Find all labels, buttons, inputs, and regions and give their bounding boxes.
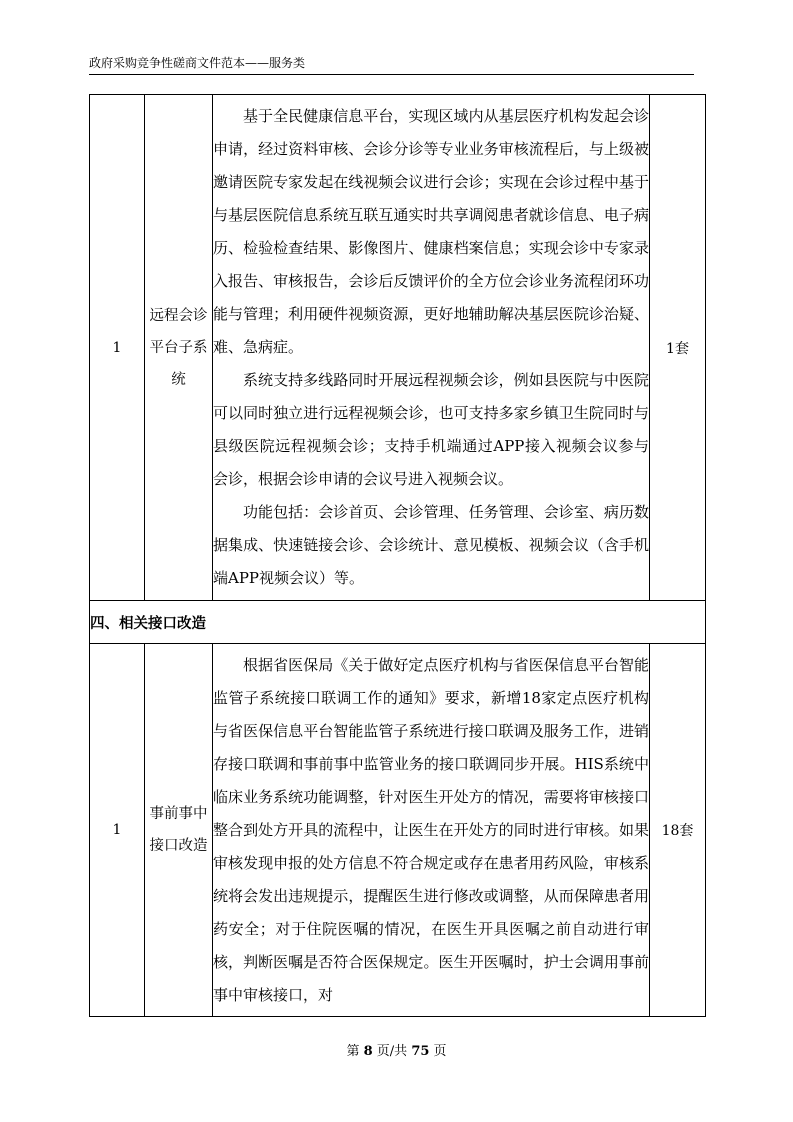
item-description bbox=[213, 644, 650, 1017]
page-footer bbox=[0, 1040, 793, 1059]
total-page-count: 75 bbox=[411, 1044, 430, 1059]
item-name: 远程会诊平台子系统 bbox=[145, 95, 213, 601]
table-row bbox=[90, 644, 706, 1017]
row-index: 1 bbox=[90, 644, 145, 1017]
description-paragraph: 根据省医保局《关于做好定点医疗机构与省医保信息平台智能监管子系统接口联调工作的通知》要求，新增18家定点医疗机构与省医保信息平台智能监管子系统进行接口联调及服务工作，进销存接口联调和事前事中监管业务的接口联调同步开展。HIS系统中临床业务系统功能调整，针对医生开处方的情况，需要将审核接口整合到处方开具的流程中，让医生在开处方的同时进行审核。如果审核发现申报的处方信息不符合规定或存在患者用药风险，审核系统将会发出违规提示，提醒医生进行修改或调整，从而保障患者用药安全；对于住院医嘱的情况，在医生开具医嘱之前自动进行审核，判断医嘱是否符合医保规定。医生开医嘱时，护士会调用事前事中审核接口，对 bbox=[213, 655, 649, 1004]
description-paragraph: 系统支持多线路同时开展远程视频会诊，例如县医院与中医院可以同时独立进行远程视频会诊，也可支持多家乡镇卫生院同时与县级医院远程视频会诊；支持手机端通过APP接入视频会议参与会诊，根据会诊申请的会议号进入视频会议。 bbox=[213, 371, 649, 488]
item-quantity: 1套 bbox=[650, 95, 706, 601]
footer-suffix: 页 bbox=[433, 1044, 447, 1059]
footer-prefix: 第 bbox=[346, 1044, 360, 1059]
page-header-title: 政府采购竞争性磋商文件范本——服务类 bbox=[89, 56, 306, 70]
content-table bbox=[89, 94, 706, 1017]
description-paragraph: 功能包括：会诊首页、会诊管理、任务管理、会诊室、病历数据集成、快速链接会诊、会诊统计、意见模板、视频会议（含手机端APP视频会议）等。 bbox=[213, 503, 649, 587]
description-paragraph: 基于全民健康信息平台，实现区域内从基层医疗机构发起会诊申请，经过资料审核、会诊分诊等专业业务审核流程后，与上级被邀请医院专家发起在线视频会议进行会诊；实现在会诊过程中基于与基层医院信息系统互联互通实时共享调阅患者就诊信息、电子病历、检验检查结果、影像图片、健康档案信息；实现会诊中专家录入报告、审核报告，会诊后反馈评价的全方位会诊业务流程闭环功能与管理；利用硬件视频资源，更好地辅助解决基层医院诊治疑、难、急病症。 bbox=[213, 107, 649, 356]
row-index: 1 bbox=[90, 95, 145, 601]
footer-middle: 页/共 bbox=[376, 1044, 408, 1059]
item-quantity: 18套 bbox=[650, 644, 706, 1017]
item-name: 事前事中接口改造 bbox=[145, 644, 213, 1017]
header-divider bbox=[89, 74, 694, 75]
table-row bbox=[90, 95, 706, 601]
section-title: 四、相关接口改造 bbox=[90, 601, 706, 644]
current-page-number: 8 bbox=[363, 1044, 373, 1059]
item-description bbox=[213, 95, 650, 601]
section-row bbox=[90, 601, 706, 644]
